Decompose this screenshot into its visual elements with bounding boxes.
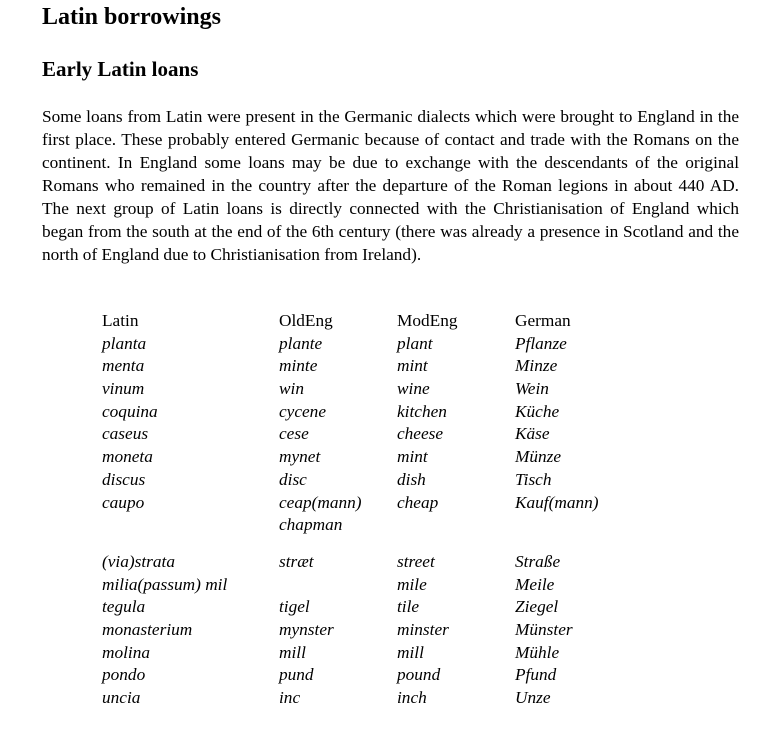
- cell-oldeng: minte: [279, 356, 318, 376]
- cell-german: Wein: [515, 379, 549, 399]
- page-title: Latin borrowings: [42, 4, 221, 30]
- cell-latin: tegula: [102, 597, 146, 617]
- cell-german: Münster: [515, 619, 573, 639]
- cell-latin: uncia: [102, 688, 141, 707]
- cell-oldeng: cese: [279, 424, 309, 444]
- cell-oldeng: mynet: [279, 447, 321, 467]
- cell-modeng: street: [397, 551, 435, 571]
- cell-latin: menta: [102, 356, 145, 376]
- cell-german: Kauf(mann): [515, 492, 599, 512]
- cell-modeng: mile: [397, 574, 427, 594]
- cell-modeng: plant: [397, 333, 433, 353]
- cell-oldeng: pund: [279, 665, 314, 685]
- cell-latin: discus: [102, 469, 146, 489]
- header-oldeng: OldEng: [279, 311, 333, 330]
- cell-german: Pfund: [515, 665, 557, 685]
- cell-modeng: cheese: [397, 424, 444, 444]
- cell-modeng: wine: [397, 379, 430, 399]
- cell-german: Käse: [515, 424, 550, 444]
- body-paragraph: Some loans from Latin were present in the Germanic dialects which were brought to England in the first place. These probably entered Germanic because of contact and trade with the Romans on the continent. In England some loans may be due to exchange with the descendants of the original Romans who remained in the country after the departure of the Roman legions in about 440 AD. The next group of Latin loans is directly connected with the Christianisation of England which began from the south at the end of the 6th century (there was already a presence in Scotland and the north of England due to Christianisation from Ireland).: [42, 107, 739, 264]
- cell-german: Mühle: [515, 642, 560, 662]
- cell-latin: pondo: [102, 665, 146, 685]
- cell-latin: planta: [102, 333, 147, 353]
- cell-latin: coquina: [102, 401, 158, 421]
- cell-modeng: mint: [397, 356, 428, 376]
- cell-latin: molina: [102, 642, 151, 662]
- cell-oldeng: plante: [279, 333, 323, 353]
- cell-oldeng: mill: [279, 642, 306, 662]
- cell-latin: caupo: [102, 492, 145, 512]
- cell-german: Tisch: [515, 469, 552, 489]
- cell-german: Unze: [515, 688, 551, 707]
- section-heading: Early Latin loans: [42, 57, 199, 81]
- cell-modeng: mint: [397, 447, 428, 467]
- cell-oldeng: stræt: [279, 551, 314, 571]
- cell-modeng: tile: [397, 597, 420, 617]
- cell-modeng: kitchen: [397, 401, 447, 421]
- cell-german: Küche: [515, 401, 560, 421]
- cell-modeng: inch: [397, 688, 427, 707]
- header-german: German: [515, 311, 571, 330]
- cell-modeng: pound: [397, 665, 441, 685]
- cell-latin: moneta: [102, 447, 153, 467]
- cell-latin: (via)strata: [102, 551, 175, 571]
- cell-german: Ziegel: [515, 597, 559, 617]
- cell-oldeng: tigel: [279, 597, 310, 617]
- cell-latin: monasterium: [102, 619, 193, 639]
- cell-latin: vinum: [102, 379, 145, 399]
- cell-latin: milia(passum) mil: [102, 574, 228, 594]
- cell-oldeng: ceap(mann): [279, 492, 362, 512]
- cell-modeng: minster: [397, 619, 449, 639]
- cell-latin: caseus: [102, 424, 149, 444]
- cell-oldeng: disc: [279, 469, 307, 489]
- cell-german: Meile: [515, 574, 555, 594]
- cell-german: Straße: [515, 551, 561, 571]
- cell-oldeng: win: [279, 379, 304, 399]
- cell-german: Münze: [515, 447, 562, 467]
- header-latin: Latin: [102, 311, 139, 330]
- cell-oldeng: cycene: [279, 401, 326, 421]
- cell-modeng: cheap: [397, 492, 439, 512]
- cell-german: Minze: [515, 356, 558, 376]
- cell-german: Pflanze: [515, 333, 567, 353]
- cell-oldeng: mynster: [279, 619, 334, 639]
- header-modeng: ModEng: [397, 311, 458, 330]
- cell-oldeng: inc: [279, 688, 301, 707]
- cell-oldeng: chapman: [279, 515, 343, 535]
- cell-modeng: dish: [397, 469, 426, 489]
- cell-modeng: mill: [397, 642, 424, 662]
